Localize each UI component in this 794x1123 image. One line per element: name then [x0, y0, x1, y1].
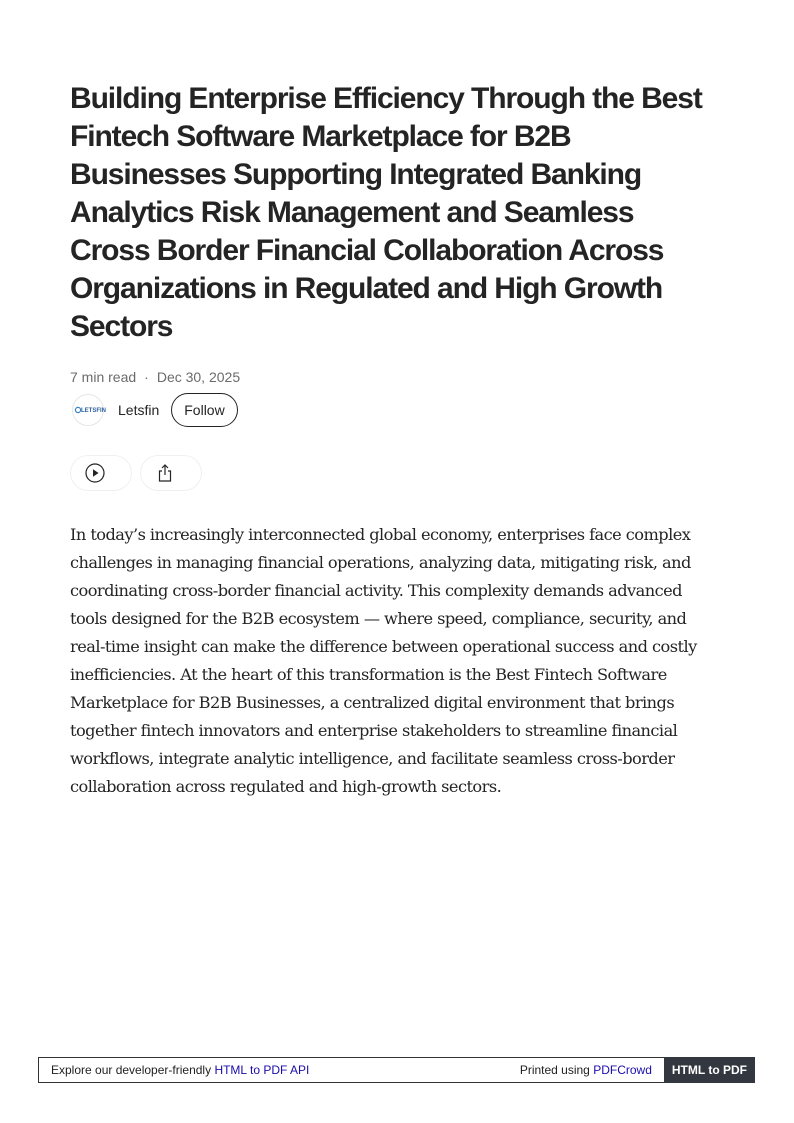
letsfin-logo-icon — [75, 405, 106, 415]
html-to-pdf-button[interactable]: HTML to PDF — [664, 1057, 755, 1083]
footer-right — [520, 1063, 664, 1077]
avatar-logo-text: LETSFIN — [81, 408, 106, 415]
footer-right-text: Printed using — [519, 1063, 590, 1077]
author-row — [70, 392, 720, 428]
html-to-pdf-api-link[interactable]: HTML to PDF API — [214, 1063, 310, 1077]
share-icon — [155, 463, 175, 483]
article — [70, 80, 720, 801]
article-title: Building Enterprise Efficiency Through the Best Fintech Software Marketplace for B2B Businesses Supporting Integrated Banking Analytics Risk Management and Seamless Cross Border Financial Collaboration Across Organizations in Regulated and High Growth Sectors — [70, 82, 702, 343]
article-body — [70, 521, 720, 801]
footer-left-text: Explore our developer-friendly — [51, 1063, 212, 1077]
pdfcrowd-link[interactable]: PDFCrowd — [593, 1063, 652, 1077]
read-time: 7 min read — [70, 369, 137, 385]
play-icon — [85, 463, 105, 483]
listen-button[interactable] — [70, 455, 132, 491]
publish-date: Dec 30, 2025 — [156, 369, 241, 385]
author-name[interactable]: Letsfin — [118, 402, 160, 418]
avatar[interactable] — [72, 394, 104, 426]
article-actions — [70, 455, 720, 491]
share-button[interactable] — [140, 455, 202, 491]
article-meta — [70, 368, 720, 386]
meta-separator: · — [144, 369, 149, 385]
footer-left — [39, 1063, 309, 1077]
pdfcrowd-footer — [38, 1057, 755, 1083]
follow-button[interactable]: Follow — [171, 393, 237, 427]
body-paragraph: In today’s increasingly interconnected global economy, enterprises face complex challenges in managing financial operations, analyzing data, mitigating risk, and coordinating cross-border financial activity. This complexity demands advanced tools designed for the B2B ecosystem — where speed, compliance, security, and real-time insight can make the difference between operational success and costly inefficiencies. At the heart of this transformation is the Best Fintech Software Marketplace for B2B Businesses, a centralized digital environment that brings together fintech innovators and enterprise stakeholders to streamline financial workflows, integrate analytic intelligence, and facilitate seamless cross-border collaboration across regulated and high-growth sectors. — [70, 525, 697, 796]
